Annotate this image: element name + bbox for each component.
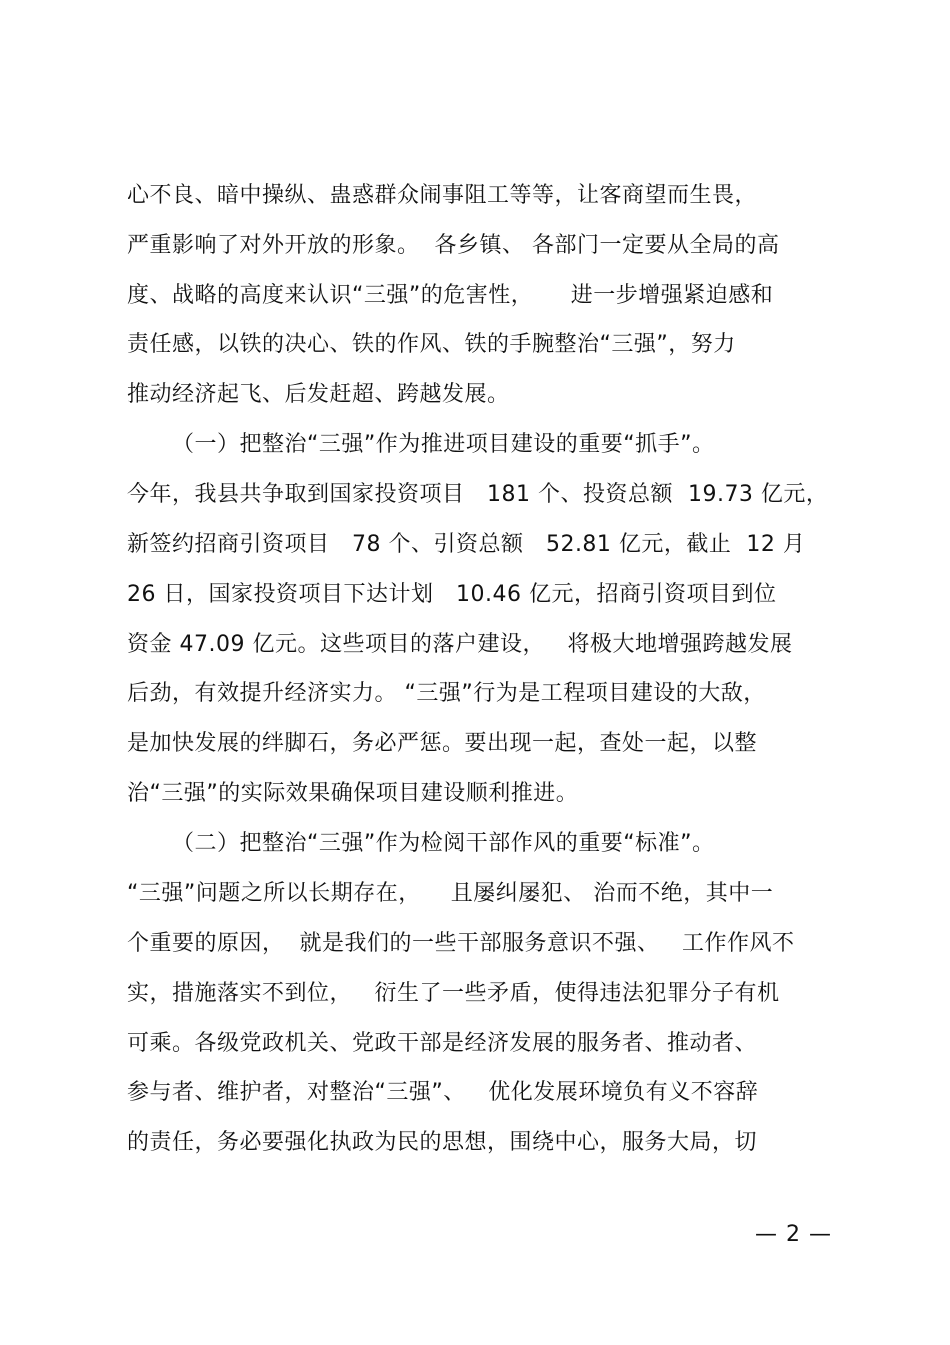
text-line: 是加快发展的绊脚石，务必严惩。要出现一起，查处一起，以整 bbox=[127, 731, 758, 756]
text-line: 可乘。各级党政机关、党政干部是经济发展的服务者、推动者、 bbox=[127, 1031, 758, 1056]
page-number: — 2 — bbox=[755, 1222, 832, 1247]
text-line: 实，措施落实不到位， 衍生了一些矛盾，使得违法犯罪分子有机 bbox=[127, 981, 780, 1006]
text-line: “三强”问题之所以长期存在， 且屡纠屡犯、 治而不绝，其中一 bbox=[127, 881, 774, 906]
text-line: 心不良、暗中操纵、蛊惑群众闹事阻工等等，让客商望而生畏， bbox=[127, 183, 758, 208]
text-line: 度、战略的高度来认识“三强”的危害性， 进一步增强紧迫感和 bbox=[127, 283, 774, 308]
text-line: 的责任，务必要强化执政为民的思想，围绕中心，服务大局，切 bbox=[127, 1130, 758, 1155]
text-line: 严重影响了对外开放的形象。 各乡镇、 各部门一定要从全局的高 bbox=[127, 233, 780, 258]
section-heading-1: （一）把整治“三强”作为推进项目建设的重要“抓手”。 bbox=[127, 432, 715, 457]
text-line: 治“三强”的实际效果确保项目建设顺利推进。 bbox=[127, 781, 579, 806]
text-line: 新签约招商引资项目 78 个、引资总额 52.81 亿元，截止 12 月 bbox=[127, 532, 806, 557]
text-line: 推动经济起飞、后发赶超、跨越发展。 bbox=[127, 382, 510, 407]
text-line: 责任感，以铁的决心、铁的作风、铁的手腕整治“三强”，努力 bbox=[127, 332, 736, 357]
text-line: 后劲，有效提升经济实力。 “三强”行为是工程项目建设的大敌， bbox=[127, 681, 766, 706]
text-line: 参与者、维护者，对整治“三强”、 优化发展环境负有义不容辞 bbox=[127, 1080, 759, 1105]
text-line: 26 日，国家投资项目下达计划 10.46 亿元，招商引资项目到位 bbox=[127, 582, 777, 607]
text-line: 今年，我县共争取到国家投资项目 181 个、投资总额 19.73 亿元， bbox=[127, 482, 829, 507]
section-heading-2: （二）把整治“三强”作为检阅干部作风的重要“标准”。 bbox=[127, 831, 715, 856]
text-line: 资金 47.09 亿元。这些项目的落户建设， 将极大地增强跨越发展 bbox=[127, 632, 793, 657]
text-line: 个重要的原因， 就是我们的一些干部服务意识不强、 工作作风不 bbox=[127, 931, 795, 956]
